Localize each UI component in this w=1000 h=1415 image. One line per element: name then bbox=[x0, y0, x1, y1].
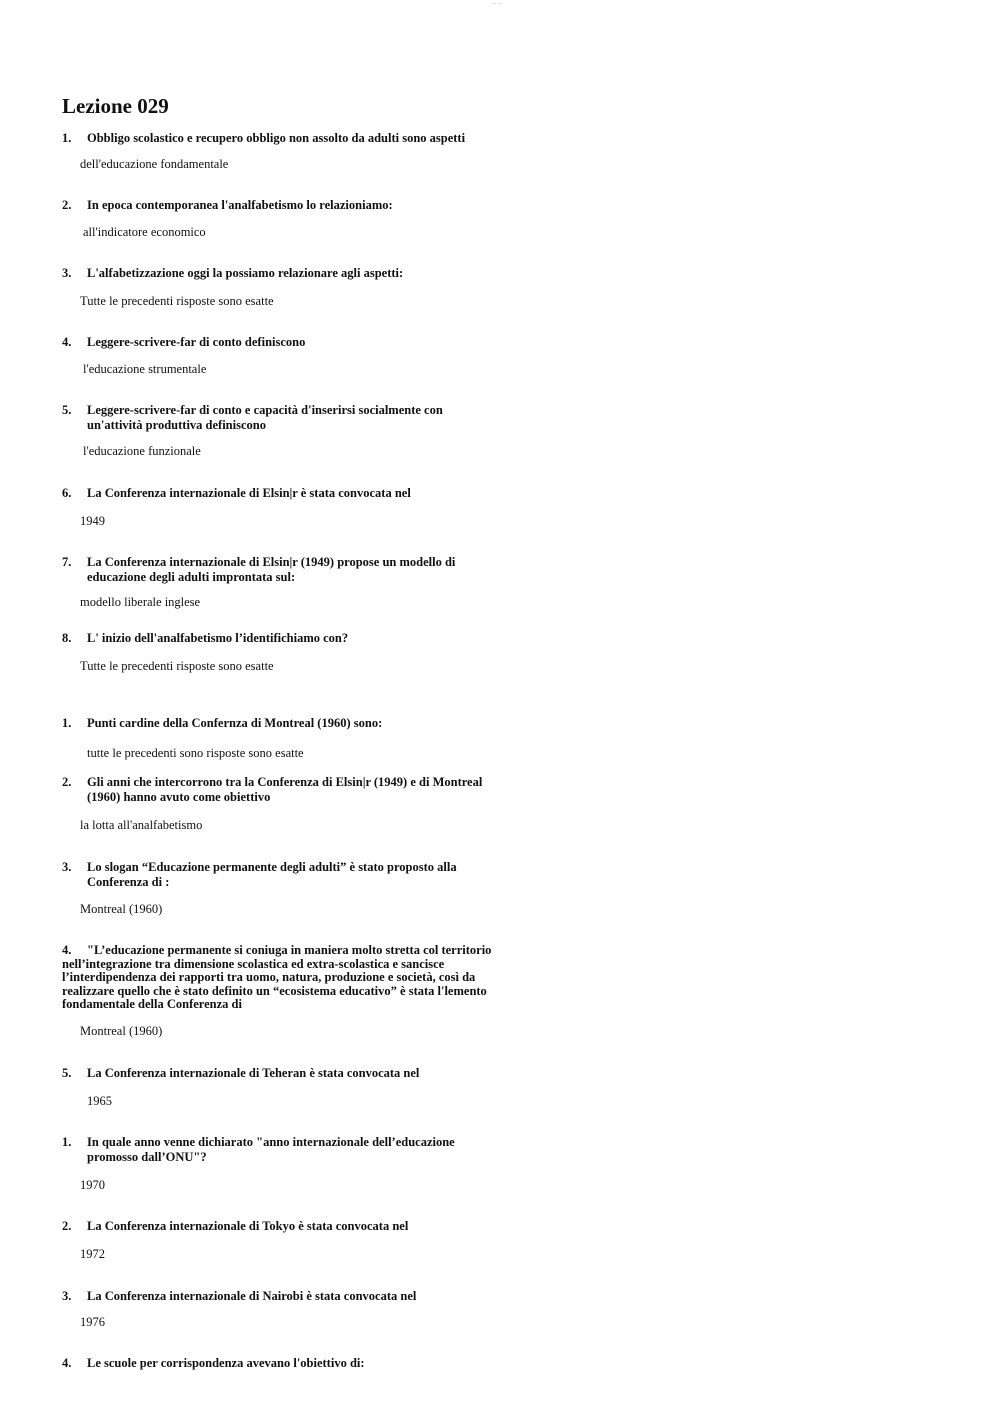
question-text: La Conferenza internazionale di Teheran è stata convocata nel bbox=[87, 1066, 420, 1080]
question-number: 2. bbox=[62, 1219, 72, 1233]
question-item bbox=[62, 335, 527, 350]
question-item bbox=[62, 1219, 527, 1234]
question-text: La Conferenza internazionale di Tokyo è stata convocata nel bbox=[87, 1219, 409, 1233]
question-text: Punti cardine della Confernza di Montreal (1960) sono: bbox=[87, 716, 383, 730]
question-item bbox=[62, 716, 527, 731]
answer-text: tutte le precedenti sono risposte sono esatte bbox=[87, 746, 304, 760]
question-number: 6. bbox=[62, 486, 72, 500]
question-text: Lo slogan “Educazione permanente degli adulti” è stato proposto alla Conferenza di : bbox=[87, 860, 457, 889]
question-number: 3. bbox=[62, 1289, 72, 1303]
question-text: Leggere-scrivere-far di conto definiscono bbox=[87, 335, 306, 349]
question-number: 5. bbox=[62, 1066, 72, 1080]
answer-text: 1949 bbox=[80, 514, 105, 528]
question-text: In quale anno venne dichiarato "anno internazionale dell’educazione promosso dall’ONU"? bbox=[87, 1135, 455, 1164]
answer-text: Tutte le precedenti risposte sono esatte bbox=[80, 659, 274, 673]
question-item bbox=[62, 555, 527, 585]
question-number: 1. bbox=[62, 716, 72, 730]
answer-text: Montreal (1960) bbox=[80, 902, 163, 916]
question-number: 4. bbox=[62, 943, 72, 957]
question-number: 3. bbox=[62, 860, 72, 874]
question-item bbox=[62, 1356, 527, 1371]
question-number: 5. bbox=[62, 403, 72, 417]
question-text: Gli anni che intercorrono tra la Conferenza di Elsin|r (1949) e di Montreal (1960) hanno avuto come obiettivo bbox=[87, 775, 483, 804]
answer-text: Tutte le precedenti risposte sono esatte bbox=[80, 294, 274, 308]
question-item bbox=[62, 198, 527, 213]
question-text: "L’educazione permanente si coniuga in maniera molto stretta col territorio nell’integrazione tra dimensione scolastica ed extra-scolastica e sancisce l’interdipendenza dei rapporti tra uomo, natura, produzione e società, così da realizzare quello che è stato definito un “ecosistema educativo” è stata l'lemento fondamentale della Conferenza di bbox=[62, 943, 492, 1011]
question-item bbox=[62, 860, 527, 890]
question-item bbox=[62, 1066, 527, 1081]
answer-text: l'educazione strumentale bbox=[83, 362, 207, 376]
page-title: Lezione 029 bbox=[62, 94, 169, 118]
question-item bbox=[62, 631, 527, 646]
question-item bbox=[62, 266, 527, 281]
answer-text: 1970 bbox=[80, 1178, 105, 1192]
answer-text: 1965 bbox=[87, 1094, 112, 1108]
question-text: L' inizio dell'analfabetismo l’identifichiamo con? bbox=[87, 631, 349, 645]
question-number: 4. bbox=[62, 1356, 72, 1370]
question-text: La Conferenza internazionale di Elsin|r (1949) propose un modello di educazione degli adulti improntata sul: bbox=[87, 555, 456, 584]
answer-text: modello liberale inglese bbox=[80, 595, 201, 609]
question-number: 1. bbox=[62, 131, 72, 145]
answer-text: dell'educazione fondamentale bbox=[80, 157, 229, 171]
question-number: 8. bbox=[62, 631, 72, 645]
question-text: La Conferenza internazionale di Elsin|r è stata convocata nel bbox=[87, 486, 411, 500]
answer-text: all'indicatore economico bbox=[83, 225, 206, 239]
answer-text: la lotta all'analfabetismo bbox=[80, 818, 203, 832]
question-item bbox=[62, 486, 527, 501]
answer-text: 1976 bbox=[80, 1315, 105, 1329]
answer-text: l'educazione funzionale bbox=[83, 444, 201, 458]
question-text: Leggere-scrivere-far di conto e capacità d'inserirsi socialmente con un'attività produttiva definiscono bbox=[87, 403, 443, 432]
question-number: 2. bbox=[62, 775, 72, 789]
answer-text: Montreal (1960) bbox=[80, 1024, 163, 1038]
question-item bbox=[62, 944, 491, 1012]
question-number: 1. bbox=[62, 1135, 72, 1149]
question-text: Le scuole per corrispondenza avevano l'obiettivo di: bbox=[87, 1356, 365, 1370]
header-mark: — — bbox=[492, 0, 502, 5]
question-text: La Conferenza internazionale di Nairobi è stata convocata nel bbox=[87, 1289, 417, 1303]
question-item bbox=[62, 403, 527, 433]
question-item bbox=[62, 775, 507, 805]
question-item bbox=[62, 131, 527, 146]
question-number: 4. bbox=[62, 335, 72, 349]
question-item bbox=[62, 1289, 527, 1304]
question-text: Obbligo scolastico e recupero obbligo non assolto da adulti sono aspetti bbox=[87, 131, 466, 145]
question-item bbox=[62, 1135, 527, 1165]
question-number: 7. bbox=[62, 555, 72, 569]
question-number: 2. bbox=[62, 198, 72, 212]
question-number: 3. bbox=[62, 266, 72, 280]
answer-text: 1972 bbox=[80, 1247, 105, 1261]
question-text: L'alfabetizzazione oggi la possiamo relazionare agli aspetti: bbox=[87, 266, 404, 280]
question-text: In epoca contemporanea l'analfabetismo lo relazioniamo: bbox=[87, 198, 393, 212]
